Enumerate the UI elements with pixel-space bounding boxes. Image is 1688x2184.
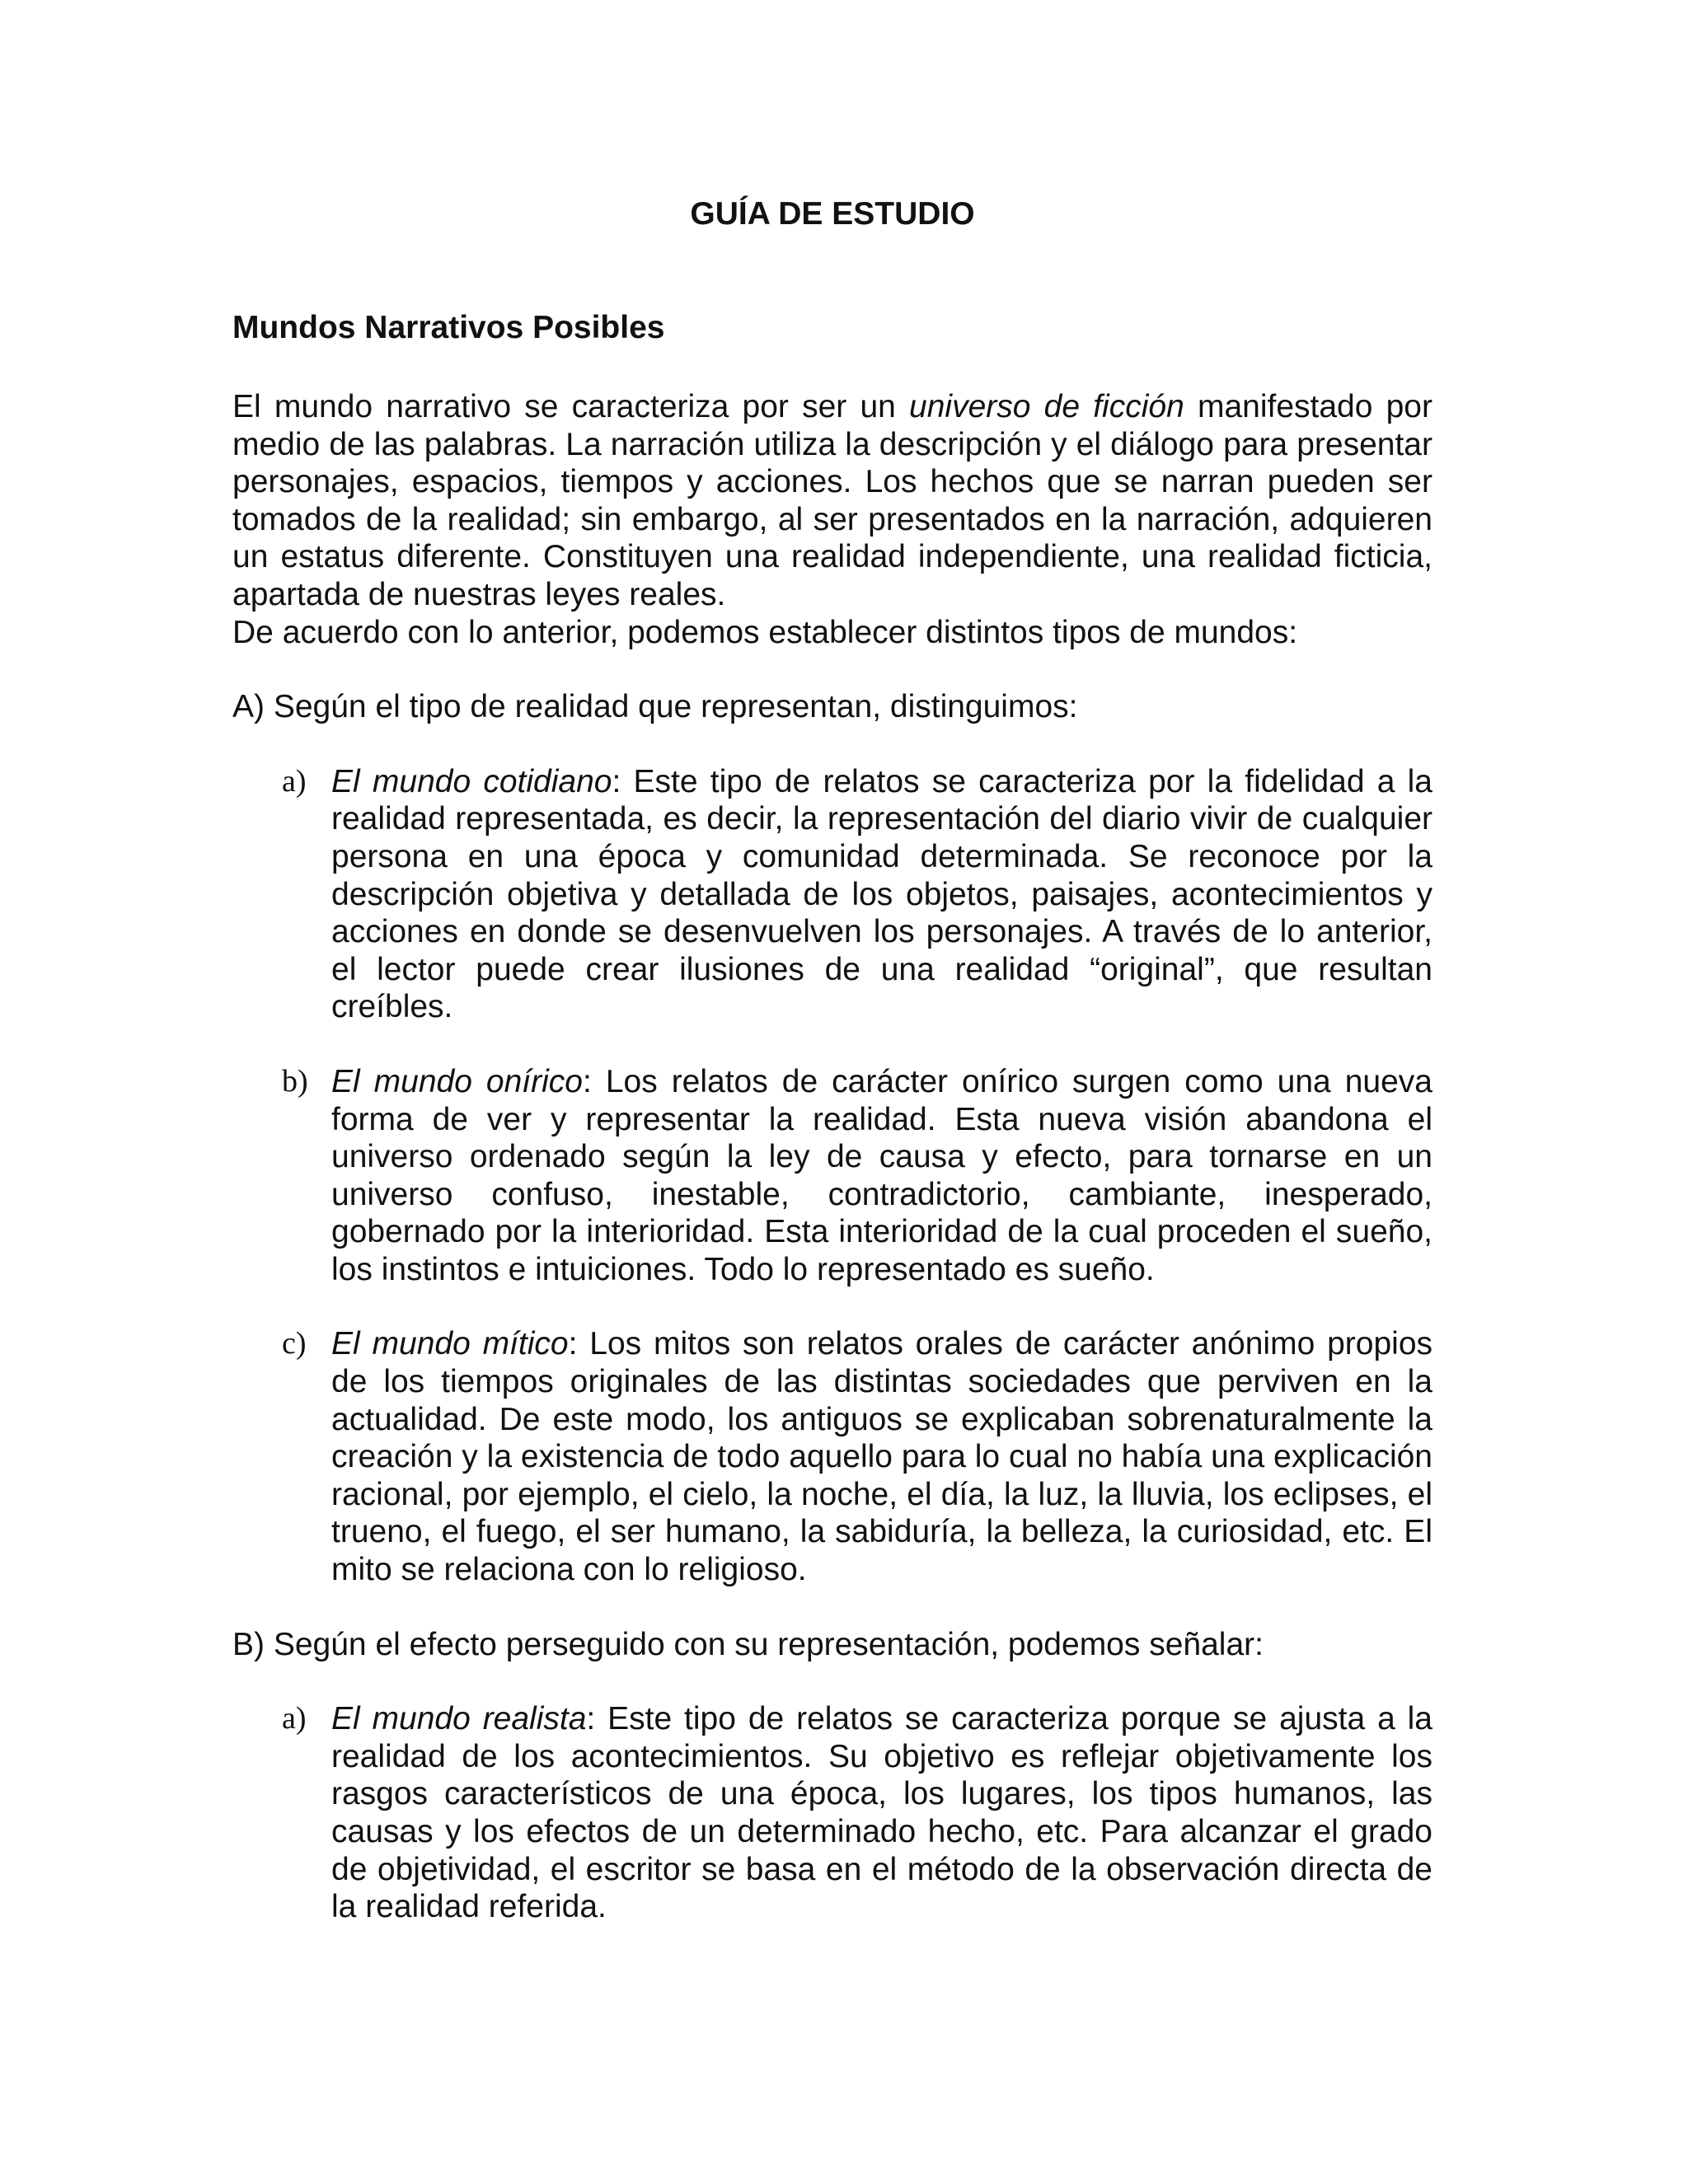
- item-text: : Este tipo de relatos se caracteriza por la fidelidad a la realidad representada, es decir, la representación del diario vivir de cualquier persona en una época y comunidad determinada. Se reconoce por la descripción objetiva y detallada de los objetos, paisajes, acontecimientos y acciones en donde se desenvuelven los personajes. A través de lo anterior, el lector puede crear ilusiones de una realidad “original”, que resultan creíbles.: [331, 763, 1432, 1025]
- list-item-cotidiano: [232, 763, 1432, 1026]
- list-marker: a): [282, 763, 307, 799]
- list-item-body: [331, 763, 1432, 1026]
- page-title: GUÍA DE ESTUDIO: [690, 196, 975, 232]
- list-marker: b): [282, 1063, 308, 1099]
- item-term: El mundo realista: [331, 1701, 587, 1737]
- section-a-list: [232, 763, 1432, 1589]
- section-b-heading: B) Según el efecto perseguido con su representación, podemos señalar:: [232, 1626, 1264, 1662]
- intro-paragraph: [232, 388, 1432, 614]
- section-b-list: [232, 1700, 1432, 1926]
- section-title: Mundos Narrativos Posibles: [232, 310, 665, 345]
- intro-text-end: manifestado por medio de las palabras. La narración utiliza la descripción y el diálogo para presentar personajes, espacios, tiempos y acciones. Los hechos que se narran pueden ser tomados de la realidad; sin embargo, al ser presentados en la narración, adquieren un estatus diferente. Constituyen una realidad independiente, una realidad ficticia, apartada de nuestras leyes reales.: [232, 389, 1432, 612]
- list-item-body: [331, 1325, 1432, 1588]
- list-item-realista: [232, 1700, 1432, 1926]
- item-term: El mundo onírico: [331, 1063, 583, 1099]
- list-marker: a): [282, 1701, 307, 1736]
- intro-line-2: De acuerdo con lo anterior, podemos establecer distintos tipos de mundos:: [232, 614, 1298, 650]
- item-text: : Este tipo de relatos se caracteriza porque se ajusta a la realidad de los acontecimientos. Su objetivo es reflejar objetivamente los rasgos característicos de una época, los lugares, los tipos humanos, las causas y los efectos de un determinado hecho, etc. Para alcanzar el grado de objetividad, el escritor se basa en el método de la observación directa de la realidad referida.: [331, 1701, 1432, 1925]
- intro-italic-phrase: universo de ficción: [909, 389, 1184, 424]
- list-item-body: [331, 1700, 1432, 1926]
- list-item-onirico: [232, 1063, 1432, 1289]
- item-term: El mundo cotidiano: [331, 763, 612, 799]
- list-marker: c): [282, 1326, 307, 1361]
- intro-text-start: El mundo narrativo se caracteriza por ser un: [232, 389, 910, 424]
- item-text: : Los mitos son relatos orales de carácter anónimo propios de los tiempos originales de las distintas sociedades que perviven en la actualidad. De este modo, los antiguos se explicaban sobrenaturalmente la creación y la existencia de todo aquello para lo cual no había una explicación racional, por ejemplo, el cielo, la noche, el día, la luz, la lluvia, los eclipses, el trueno, el fuego, el ser humano, la sabiduría, la belleza, la curiosidad, etc. El mito se relaciona con lo religioso.: [331, 1326, 1433, 1588]
- document-page: [232, 165, 1432, 1926]
- item-text: : Los relatos de carácter onírico surgen como una nueva forma de ver y representar la realidad. Esta nueva visión abandona el universo ordenado según la ley de causa y efecto, para tornarse en un universo confuso, inestable, contradictorio, cambiante, inesperado, gobernado por la interioridad. Esta interioridad de la cual proceden el sueño, los instintos e intuiciones. Todo lo representado es sueño.: [331, 1063, 1432, 1287]
- list-item-mitico: [232, 1325, 1432, 1588]
- section-a-heading: A) Según el tipo de realidad que representan, distinguimos:: [232, 689, 1078, 725]
- list-item-body: [331, 1063, 1432, 1289]
- item-term: El mundo mítico: [331, 1326, 569, 1362]
